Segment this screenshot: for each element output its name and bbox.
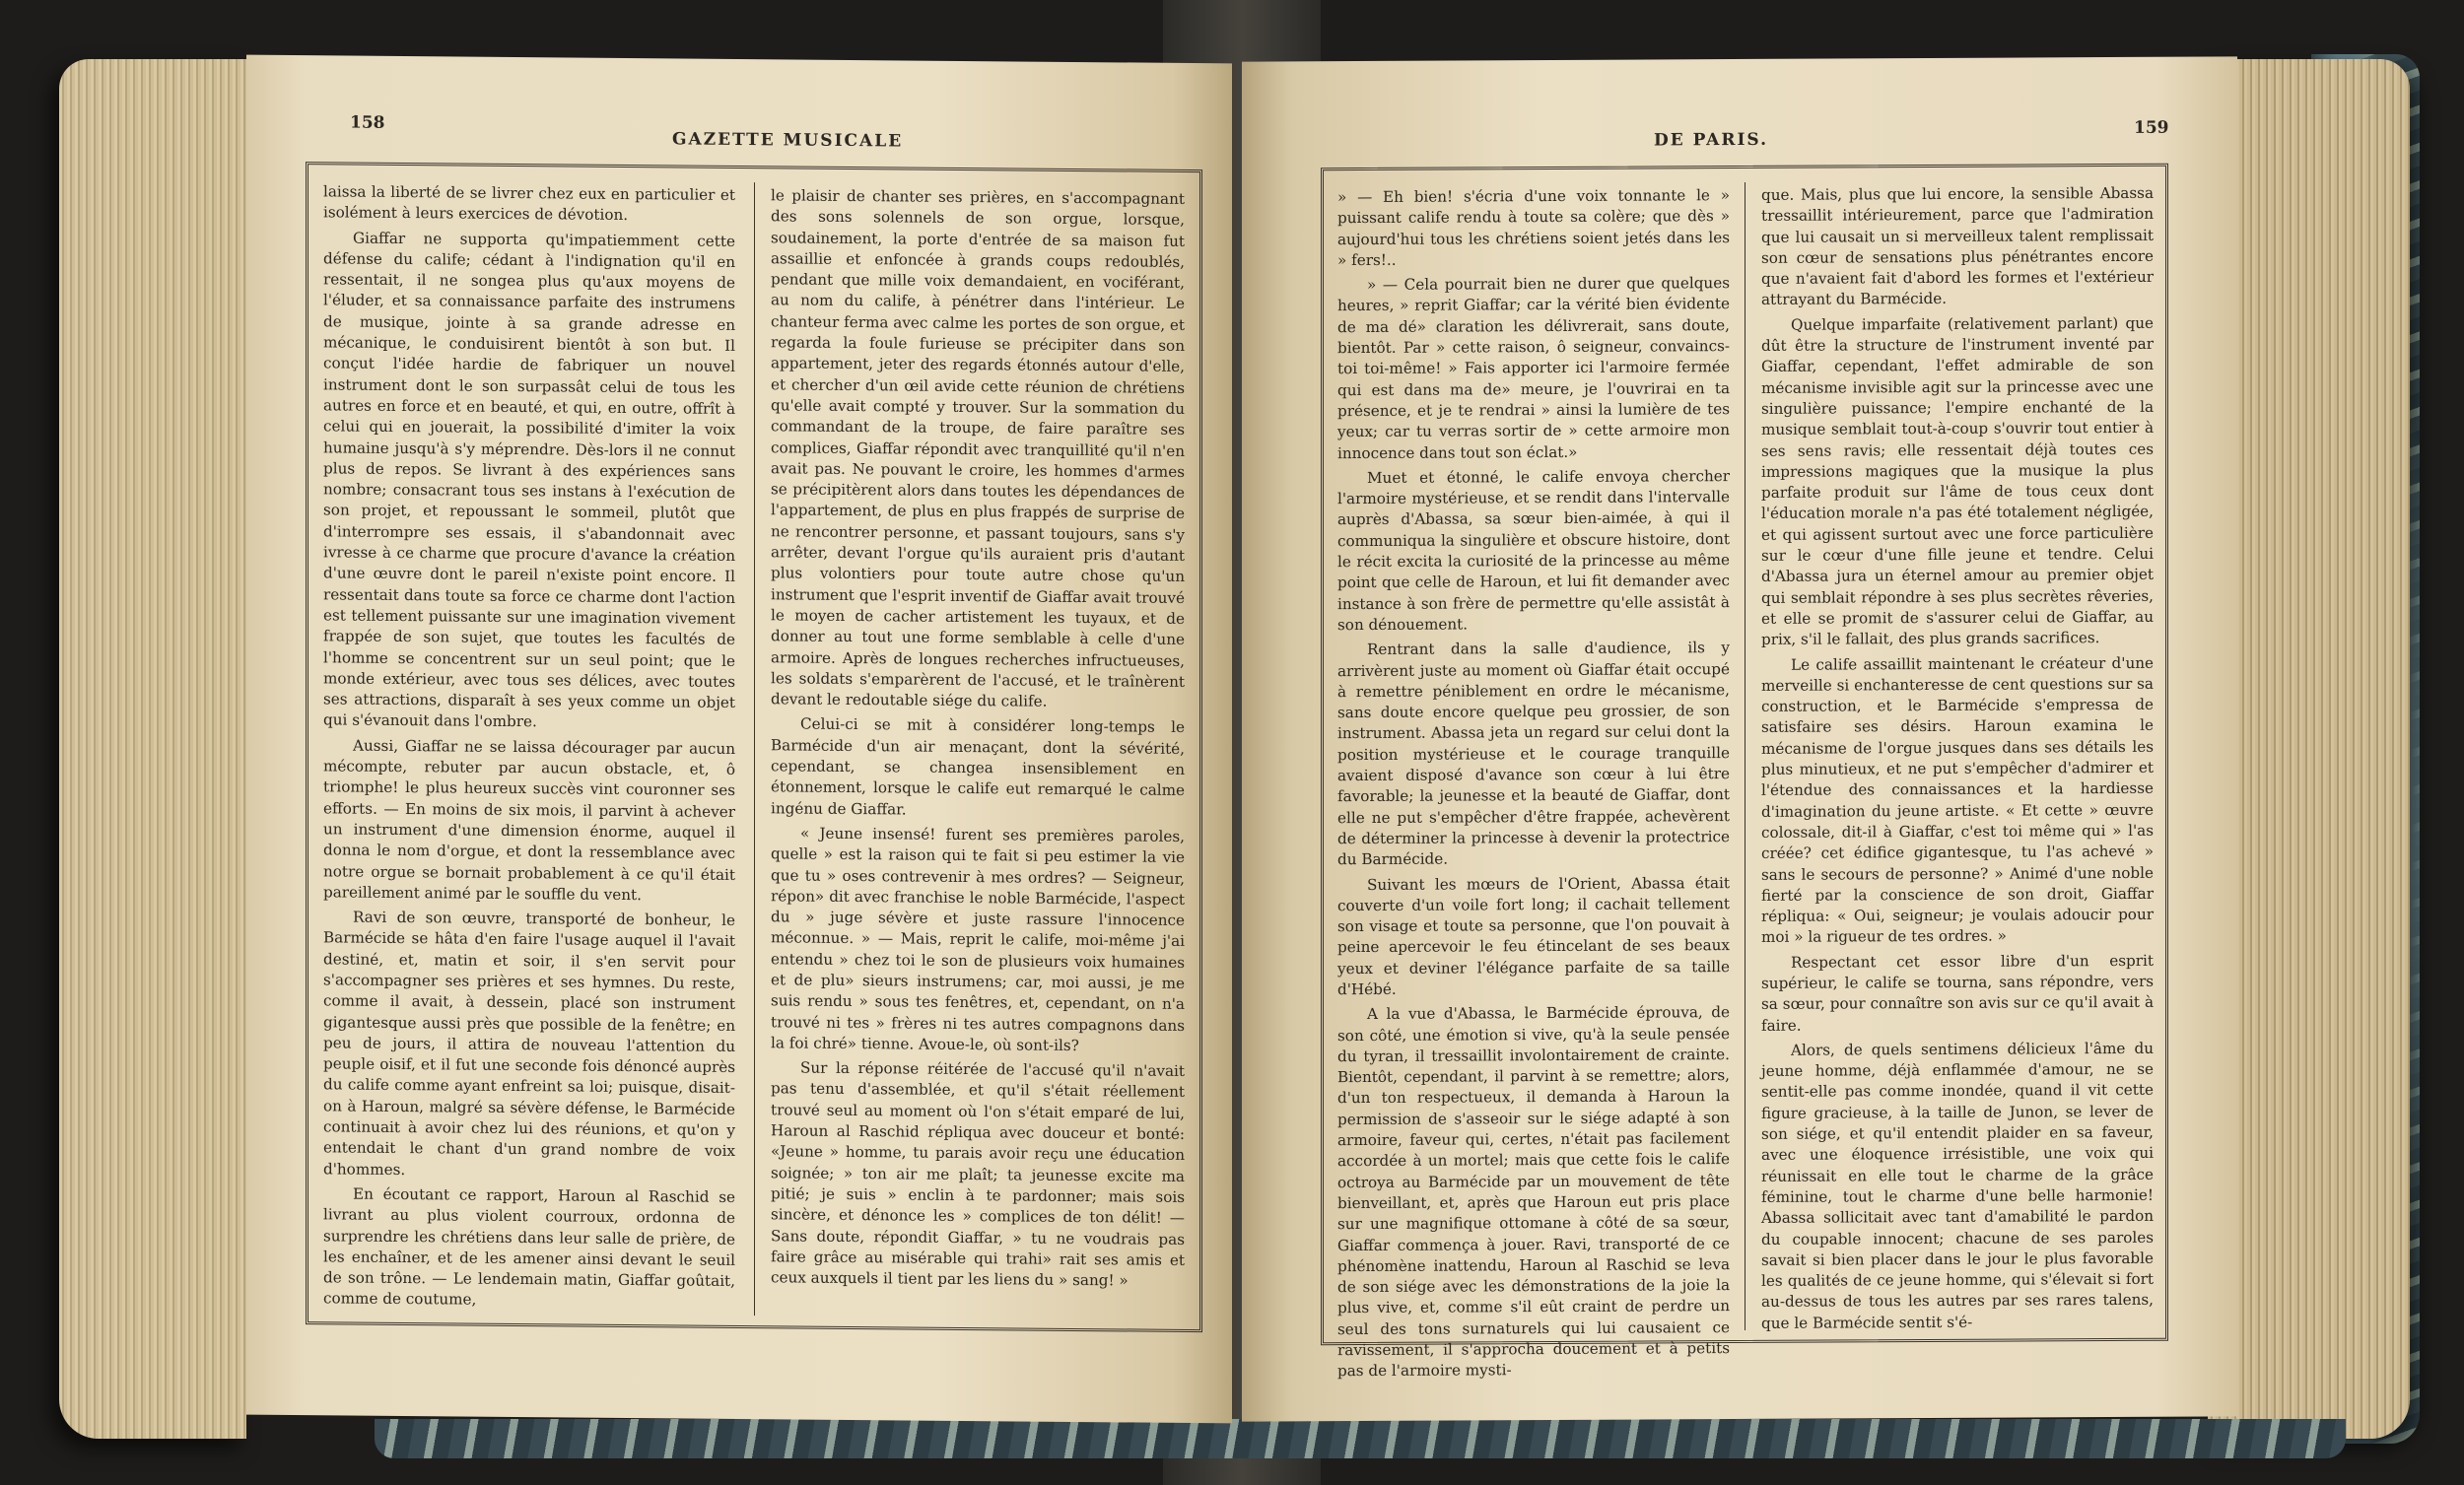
paragraph: En écoutant ce rapport, Haroun al Raschid se livrant au plus violent courroux, ordonna de surprendre les chrétiens dans leur salle de prière, de les enchaîner, et de les amener ainsi devant le seuil de son trône. — Le lendemain matin, Giaffar goûtait, comme de coutume, — [323, 1184, 735, 1310]
marbled-bottom-cover — [375, 1419, 2346, 1458]
right-column-2 — [1761, 183, 2154, 1338]
right-running-head: DE PARIS. — [1654, 129, 1769, 151]
paragraph: Respectant cet essor libre d'un esprit supérieur, le calife se tourna, sans répondre, vers sa sœur, pour connaître son avis sur ce qu'il avait à faire. — [1761, 951, 2154, 1035]
left-page — [246, 55, 1232, 1424]
paragraph: Le calife assaillit maintenant le créateur d'une merveille si enchanteresse de cent questions sur sa construction, et le Barmécide s'empressa de satisfaire ses désirs. Haroun examina le mécanisme de l'orgue jusques dans ses détails les plus minutieux, et ne put s'empêcher d'admirer et l'étendue des connaissances et la hardiesse d'imagination du jeune artiste. « Et cette » œuvre colossale, dit-il à Giaffar, c'est toi même qui » l'as créée? cet édifice gigantesque, tu l'as achevé » sans le secours de personne? » Animé d'une noble fierté par la conscience de son droit, Giaffar répliqua: « Oui, seigneur; je voulais adoucir pour moi » la rigueur de tes ordres. » — [1761, 653, 2154, 947]
right-page-stack — [2208, 59, 2410, 1439]
paragraph: laissa la liberté de se livrer chez eux en particulier et isolément à leurs exercices de dévotion. — [323, 182, 735, 225]
left-page-number: 158 — [350, 112, 385, 133]
paragraph: Aussi, Giaffar ne se laissa décourager par aucun mécompte, rebuter par aucun obstacle, et, ô triomphe! le plus heureux succès vint couronner ses efforts. — En moins de six mois, il parvint à achever un instrument d'une dimension énorme, auquel il donna le nom d'orgue, et dont la ressemblance avec notre orgue se bornait probablement à ce qu'il était pareillement animé par le souffle du vent. — [323, 736, 735, 904]
left-column-2 — [771, 185, 1185, 1296]
paragraph: « Jeune insensé! furent ses premières paroles, quelle » est la raison qui te fait si peu estimer la vie que tu » oses contrevenir à mes ordres? — Seigneur, répon» dit avec franchise le noble Barmécide, l'aspect du » juge sévère et juste rassure l'innocence méconnue. » — Mais, reprit le calife, moi-même j'ai entendu » chez toi le son de plusieurs voix humaines et de plu» sieurs instrumens; car, moi aussi, je me suis rendu » sous tes fenêtres, et, cependant, on n'a trouvé ni tes » frères ni tes autres compagnons dans la foi chré» tienne. Avoue-le, où sont-ils? — [771, 824, 1185, 1054]
paragraph: Ravi de son œuvre, transporté de bonheur, le Barmécide se hâta d'en faire l'usage auquel il l'avait destiné, et, matin et soir, il s'en servit pour s'accompagner ses prières et ses hymnes. Du reste, comme il avait, à dessein, placé son instrument gigantesque aussi près que possible de la fenêtre; en peu de jours, il attira de nouveau l'attention du peuple oisif, et il fut une seconde fois dénoncé auprès du calife comme ayant enfreint sa loi; puisque, disait-on à Haroun, malgré sa sévère défense, le Barmécide continuait à avoir chez lui des réunions, et qu'on y entendait le chant d'un grand nombre de voix d'hommes. — [323, 908, 735, 1179]
paragraph: le plaisir de chanter ses prières, en s'accompagnant des sons solennels de son orgue, lorsque, soudainement, la porte d'entrée de sa maison fut assaillie et enfoncée à grands coups redoublés, pendant que mille voix demandaient, en vociférant, au nom du calife, à pénétrer dans l'intérieur. Le chanteur ferma avec calme les portes de son orgue, et regarda la foule furieuse se précipiter dans son appartement, jeter des regards étonnés autour d'elle, et chercher d'un œil avide cette réunion de chrétiens qu'elle avait compté y trouver. Sur la sommation du commandant de la troupe, de faire paraître ses complices, Giaffar répondit avec tranquillité qu'il n'en avait pas. Ne pouvant le croire, les hommes d'armes se précipitèrent alors dans toutes les dépendances de l'appartement, de plus en plus frappés de surprise de ne rencontrer personne, et passant toujours, sans s'y arrêter, devant l'orgue qu'ils auraient pris d'autant plus volontiers pour toute autre chose qu'un instrument que l'esprit inventif de Giaffar avait trouvé le moyen de cacher artistement les tuyaux, et de donner au tout une forme semblable à celle d'une armoire. Après de longues recherches infructueuses, les soldats s'emparèrent de l'accusé, et le traînèrent devant le redoutable siége du calife. — [771, 186, 1185, 710]
paragraph: Sur la réponse réitérée de l'accusé qu'il n'avait pas tenu d'assemblée, et qu'il s'était réellement trouvé seul au moment où l'on s'était emparé de lui, Haroun al Raschid répliqua avec douceur et bonté: «Jeune » homme, tu parais avoir reçu une éducation soignée; » ton air me plaît; ta jeunesse excite ma pitié; je suis » enclin à te pardonner; mais sois sincère, et dénonce les » complices de ton délit! — Sans doute, répondit Giaffar, » tu ne voudrais pas faire grâce au misérable qui trahi» rait ses amis et ceux auxquels il tient par les liens du » sang! » — [771, 1058, 1185, 1290]
right-page-number: 159 — [2134, 117, 2169, 138]
paragraph: que. Mais, plus que lui encore, la sensible Abassa tressaillit intérieurement, parce que l'admiration que lui causait un si merveilleux talent remplissait son cœur de sensations plus pénétrantes encore que n'avaient fait d'abord les formes et l'extérieur attrayant du Barmécide. — [1761, 183, 2154, 309]
paragraph: Celui-ci se mit à considérer long-temps le Barmécide d'un air menaçant, dont la sévérité, cependant, se changea insensiblement en étonnement, lorsque le calife eut remarqué le calme ingénu de Giaffar. — [771, 714, 1185, 819]
paragraph: Muet et étonné, le calife envoya chercher l'armoire mystérieuse, et se rendit dans l'intervalle auprès d'Abassa, sa sœur bien-aimée, à qui il communiqua la singulière et obscure histoire, dont le récit excita la curiosité de la princesse au même point que celle de Haroun, et lui fit demander avec instance à son frère de permettre qu'elle assistât à son dénouement. — [1337, 466, 1730, 635]
paragraph: » — Cela pourrait bien ne durer que quelques heures, » reprit Giaffar; car la vérité bien évidente de ma dé» claration les délivrerait, sans doute, bientôt. Par » cette raison, ô seigneur, convaincs-toi toi-même! » Fais apporter ici l'armoire fermée qui est dans ma de» meure, je l'ouvrirai en ta présence, et je te rendrai » ainsi la lumière de tes yeux; car tu verras sortir de » cette armoire mon innocence dans tout son éclat.» — [1337, 274, 1730, 462]
left-page-stack — [59, 59, 246, 1439]
right-page — [1242, 56, 2237, 1421]
paragraph: Quelque imparfaite (relativement parlant) que dût être la structure de l'instrument inventé par Giaffar, cependant, l'effet admirable de son mécanisme invisible agit sur la princesse avec une singulière puissance; l'empire enchanté de la musique semblait tout-à-coup s'ouvrir tout entier à ses sens ravis; elle ressentait déjà toutes ces impressions magiques que la musique la plus parfaite produit sur l'âme de tous ceux dont l'éducation morale n'a pas été totalement négligée, et qui agissent surtout avec une force particulière sur le cœur d'une fille jeune et tendre. Celui d'Abassa jura un éternel amour au premier objet qui semblait répondre à ses plus secrètes rêveries, et elle se promit de s'assurer celui de Giaffar, au prix, s'il le fallait, des plus grands sacrifices. — [1761, 313, 2154, 649]
paragraph: Rentrant dans la salle d'audience, ils y arrivèrent juste au moment où Giaffar était occupé à remettre péniblement en ordre le mécanisme, sans doute encore quelque peu grossier, de son instrument. Abassa jeta un regard sur celui dont la position mystérieuse et le courage tranquille avaient disposé d'avance son cœur à lui être favorable; la jeunesse et la beauté de Giaffar, dont elle ne put s'empêcher d'être frappée, achevèrent de déterminer la princesse à devenir la protectrice du Barmécide. — [1337, 639, 1730, 869]
left-running-head: GAZETTE MUSICALE — [672, 129, 904, 152]
paragraph: Giaffar ne supporta qu'impatiemment cette défense du calife; cédant à l'indignation qu'il en ressentait, il ne songea plus qu'aux moyens de l'éluder, et sa connaissance parfaite des instrumens de musique, jointe à sa grande adresse en mécanique, le conduisirent bientôt à son but. Il conçut l'idée hardie de fabriquer un nouvel instrument dont le son surpassât celui de tous les autres en force et en beauté, et qui, en outre, offrît à celui qui en jouerait, la possibilité d'imiter la voix humaine jusqu'à s'y méprendre. Dès-lors il ne connut plus de repos. Se livrant à des expériences sans nombre; consacrant tous ses instans à l'exécution de son projet, et repoussant le sommeil, plutôt que d'interrompre ses essais, il s'abandonnait avec ivresse à ce charme que procure d'avance la création d'une œuvre dont le pareil n'existe point encore. Il ressentait dans toute sa force ce charme dont l'action est tellement puissante sur une imagination vivement frappée de son sujet, que toutes les facultés de l'homme se concentrent sur un seul point; que le monde extérieur, avec tous ses délices, avec toutes ses attractions, disparaît à ses yeux comme un objet qui s'évanouit dans l'ombre. — [323, 229, 735, 731]
paragraph: Alors, de quels sentimens délicieux l'âme du jeune homme, déjà enflammée d'amour, ne se sentit-elle pas comme inondée, quand il vit cette figure gracieuse, à la taille de Junon, se lever de son siége, et qu'il entendit plaider en sa faveur, avec une éloquence irrésistible, une voix qui réunissait en elle tout le charme de la grâce féminine, tout le charme d'une belle harmonie! Abassa sollicitait avec tant d'amabilité le pardon du coupable innocent; chacune de ses paroles savait si bien placer dans le jour le plus favorable les qualités de ce jeune homme, qui s'élevait si fort au-dessus de tous les autres par ses rares talens, que le Barmécide sentit s'é- — [1761, 1039, 2154, 1332]
left-column-1 — [323, 181, 735, 1316]
right-column-1 — [1337, 185, 1730, 1386]
paragraph: » — Eh bien! s'écria d'une voix tonnante le » puissant calife rendu à toute sa colère; que dès » aujourd'hui tous les chrétiens soient jetés dans les » fers!.. — [1337, 186, 1730, 270]
paragraph: Suivant les mœurs de l'Orient, Abassa était couverte d'un voile fort long; il cachait tellement son visage et toute sa personne, que l'on pouvait à peine apercevoir le feu étincelant de ses beaux yeux et deviner l'élégance parfaite de sa taille d'Hébé. — [1337, 873, 1730, 999]
paragraph: A la vue d'Abassa, le Barmécide éprouva, de son côté, une émotion si vive, qu'à la seule pensée du tyran, il tressaillit involontairement de crainte. Bientôt, cependant, il parvint à se remettre; alors, d'un ton respectueux, il demanda à Haroun la permission de s'asseoir sur le siége adapté à son armoire, faveur qui, certes, n'était pas facilement accordée à un mortel; mais que cette fois le calife octroya au Barmécide par un mouvement de tête bienveillant, et, après que Haroun eut pris place sur une magnifique ottomane à côté de sa sœur, Giaffar commença à jouer. Ravi, transporté de ce phénomène inattendu, Haroun al Raschid se leva de son siége avec les démonstrations de la joie la plus vive, et, comme s'il eût craint de perdre un seul des tons surnaturels qui lui causaient ce ravissement, il s'approcha doucement et à petits pas de l'armoire mysti- — [1337, 1003, 1730, 1381]
left-column-rule — [754, 182, 755, 1316]
